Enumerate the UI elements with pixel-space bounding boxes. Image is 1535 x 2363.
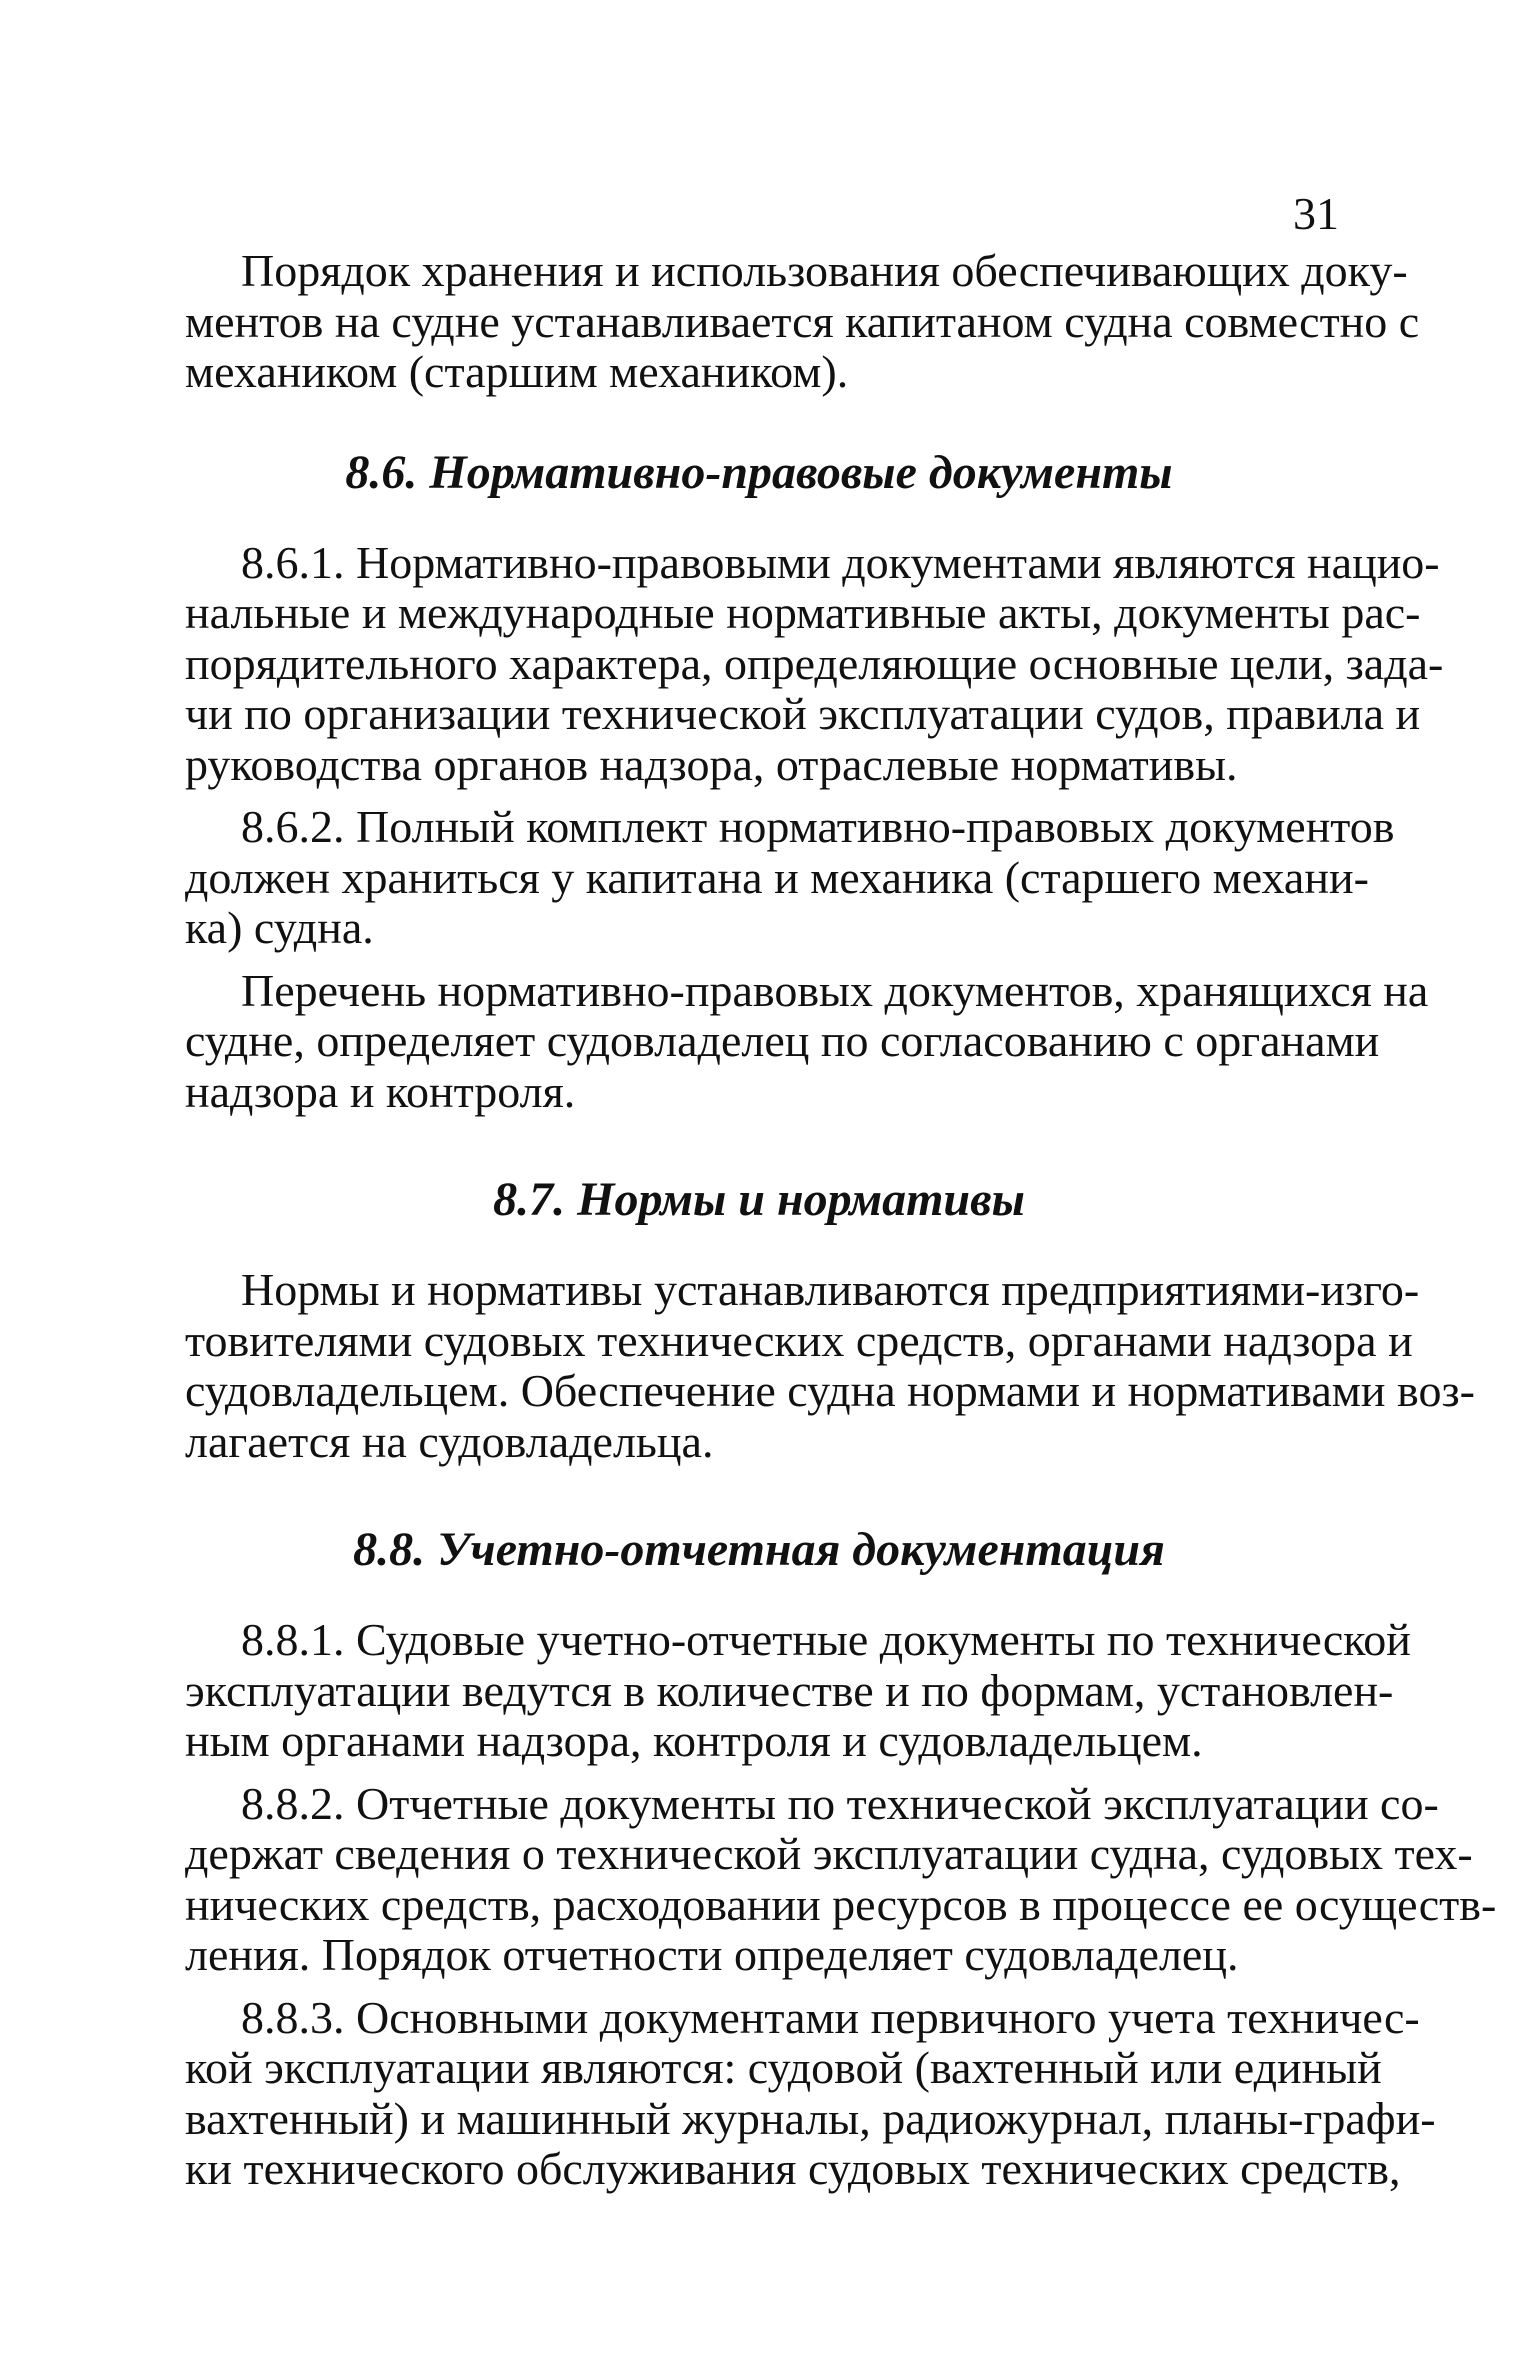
- text-line: эксплуатации ведутся в количестве и по формам, установлен-: [185, 1664, 1394, 1716]
- paragraph-8-6-1: [185, 536, 1444, 791]
- text-line: ным органами надзора, контроля и судовладельцем.: [185, 1715, 1203, 1766]
- paragraph-8-8-3: [185, 1991, 1436, 2195]
- text-line: ка) судна.: [185, 902, 374, 953]
- text-line: 8.6.2. Полный комплект нормативно-правовых документов: [241, 801, 1395, 852]
- text-line: вахтенный) и машинный журналы, радиожурнал, планы-графи-: [185, 2092, 1436, 2144]
- text-line: Порядок хранения и использования обеспечивающих доку-: [241, 245, 1408, 296]
- text-line: 8.8.2. Отчетные документы по технической эксплуатации со-: [241, 1777, 1439, 1829]
- section-heading-8-7: 8.7. Нормы и нормативы: [493, 1173, 1025, 1226]
- text-line: 8.6.1. Нормативно-правовыми документами являются нацио-: [241, 536, 1440, 588]
- paragraph-8-6-2: [185, 801, 1395, 954]
- paragraph-8-7: [185, 1264, 1475, 1467]
- text-line: 8.8.1. Судовые учетно-отчетные документы по технической: [241, 1614, 1411, 1665]
- paragraph-8-6-list: [185, 964, 1429, 1118]
- section-heading-8-8: 8.8. Учетно-отчетная документация: [353, 1523, 1165, 1576]
- text-line: Перечень нормативно-правовых документов, хранящихся на: [241, 964, 1429, 1016]
- text-line: судовладельцем. Обеспечение судна нормами и нормативами воз-: [185, 1365, 1475, 1416]
- paragraph-8-8-2: [185, 1777, 1497, 1981]
- text-line: механиком (старшим механиком).: [185, 346, 849, 397]
- text-line: кой эксплуатации являются: судовой (вахтенный или единый: [185, 2042, 1382, 2093]
- section-heading-8-6: 8.6. Нормативно-правовые документы: [345, 445, 1173, 499]
- text-line: лагается на судовладельца.: [185, 1415, 714, 1467]
- text-line: держат сведения о технической эксплуатации судна, судовых тех-: [185, 1828, 1473, 1879]
- text-line: нических средств, расходовании ресурсов в процессе ее осуществ-: [185, 1878, 1497, 1930]
- text-line: Нормы и нормативы устанавливаются предприятиями-изго-: [241, 1264, 1420, 1315]
- text-line: ки технического обслуживания судовых технических средств,: [185, 2143, 1401, 2194]
- text-line: нальные и международные нормативные акты, документы рас-: [185, 587, 1421, 638]
- text-line: руководства органов надзора, отраслевые нормативы.: [185, 738, 1238, 790]
- text-line: порядительного характера, определяющие основные цели, зада-: [185, 637, 1444, 689]
- paragraph-8-8-1: [185, 1614, 1411, 1767]
- intro-paragraph: [185, 245, 1420, 398]
- text-column: [185, 245, 1497, 2195]
- text-line: 8.8.3. Основными документами первичного учета техничес-: [241, 1991, 1420, 2043]
- text-line: надзора и контроля.: [185, 1065, 576, 1117]
- text-line: должен храниться у капитана и механика (старшего механи-: [185, 851, 1369, 903]
- page-number: 31: [1293, 188, 1339, 239]
- text-line: ментов на судне устанавливается капитаном судна совместно с: [185, 295, 1420, 347]
- text-line: товителями судовых технических средств, органами надзора и: [185, 1314, 1413, 1366]
- text-line: ления. Порядок отчетности определяет судовладелец.: [185, 1929, 1239, 1980]
- text-line: судне, определяет судовладелец по согласованию с органами: [185, 1015, 1380, 1066]
- text-line: чи по организации технической эксплуатации судов, правила и: [185, 688, 1421, 739]
